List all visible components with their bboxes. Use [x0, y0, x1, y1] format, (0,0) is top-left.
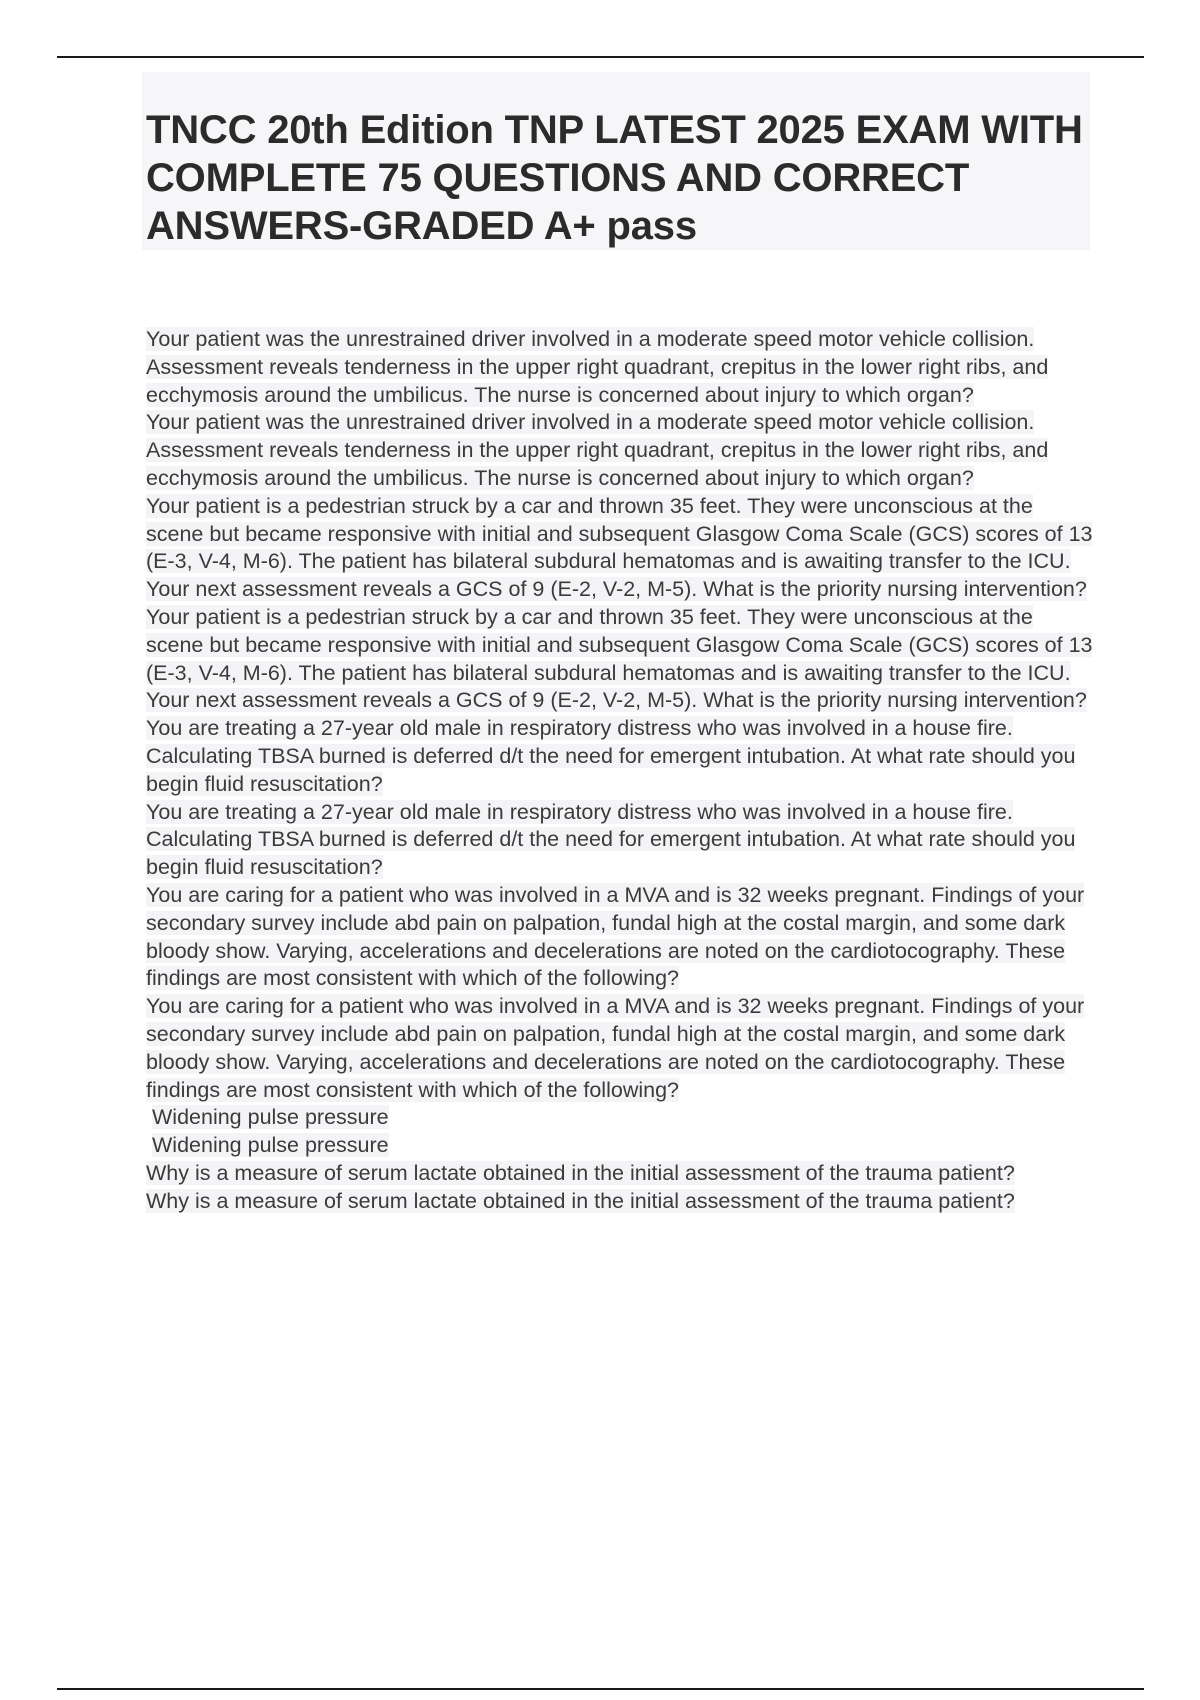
- question-text: You are treating a 27-year old male in respiratory distress who was involved in a house fire. Calculating TBSA burned is deferred d/t the need for emergent intubation. At what rate should you begin fluid resuscitation?: [146, 799, 1076, 880]
- entry-wrapper: [146, 1104, 1094, 1132]
- entry-wrapper: [146, 409, 1094, 492]
- question-text: You are caring for a patient who was involved in a MVA and is 32 weeks pregnant. Findings of your secondary survey include abd pain on palpation, fundal high at the costal margin, and some dark bloody show. Varying, accelerations and decelerations are noted on the cardiotocography. These findings are most consistent with which of the following?: [146, 994, 1085, 1102]
- entry-wrapper: [146, 993, 1094, 1104]
- entry-wrapper: [146, 1132, 1094, 1160]
- question-text: Why is a measure of serum lactate obtained in the initial assessment of the trauma patient?: [146, 1160, 1015, 1185]
- top-rule: [57, 56, 1144, 58]
- entry-wrapper: [146, 326, 1094, 409]
- entry-wrapper: [146, 493, 1094, 604]
- bottom-rule: [57, 1688, 1144, 1690]
- question-text: Your patient was the unrestrained driver involved in a moderate speed motor vehicle collision. Assessment reveals tenderness in the upper right quadrant, crepitus in the lower right ribs, and ecchymosis around the umbilicus. The nurse is concerned about injury to which organ?: [146, 327, 1049, 407]
- entry-wrapper: [146, 604, 1094, 715]
- entry-wrapper: [146, 799, 1094, 882]
- entry-wrapper: [146, 882, 1094, 993]
- question-text: You are caring for a patient who was involved in a MVA and is 32 weeks pregnant. Findings of your secondary survey include abd pain on palpation, fundal high at the costal margin, and some dark bloody show. Varying, accelerations and decelerations are noted on the cardiotocography. These findings are most consistent with which of the following?: [146, 882, 1085, 991]
- document-title: TNCC 20th Edition TNP LATEST 2025 EXAM WITH COMPLETE 75 QUESTIONS AND CORRECT ANSWERS-GRADED A+ pass: [146, 108, 1083, 248]
- question-text: Your patient is a pedestrian struck by a car and thrown 35 feet. They were unconscious at the scene but became responsive with initial and subsequent Glasgow Coma Scale (GCS) scores of 13 (E-3, V-4, M-6). The patient has bilateral subdural hematomas and is awaiting transfer to the ICU. Your next assessment reveals a GCS of 9 (E-2, V-2, M-5). What is the priority nursing intervention?: [146, 604, 1093, 713]
- question-text: Your patient was the unrestrained driver involved in a moderate speed motor vehicle collision. Assessment reveals tenderness in the upper right quadrant, crepitus in the lower right ribs, and ecchymosis around the umbilicus. The nurse is concerned about injury to which organ?: [146, 410, 1049, 490]
- entry-wrapper: [146, 1160, 1094, 1188]
- entry-wrapper: [146, 715, 1094, 798]
- answer-text: Widening pulse pressure: [152, 1133, 389, 1158]
- question-text: You are treating a 27-year old male in respiratory distress who was involved in a house fire. Calculating TBSA burned is deferred d/t the need for emergent intubation. At what rate should you begin fluid resuscitation?: [146, 716, 1076, 796]
- document-body: [146, 326, 1094, 1216]
- question-text: Why is a measure of serum lactate obtained in the initial assessment of the trauma patient?: [146, 1188, 1015, 1213]
- question-text: Your patient is a pedestrian struck by a car and thrown 35 feet. They were unconscious at the scene but became responsive with initial and subsequent Glasgow Coma Scale (GCS) scores of 13 (E-3, V-4, M-6). The patient has bilateral subdural hematomas and is awaiting transfer to the ICU. Your next assessment reveals a GCS of 9 (E-2, V-2, M-5). What is the priority nursing intervention?: [146, 493, 1093, 602]
- entry-wrapper: [146, 1188, 1094, 1216]
- answer-text: Widening pulse pressure: [152, 1105, 389, 1130]
